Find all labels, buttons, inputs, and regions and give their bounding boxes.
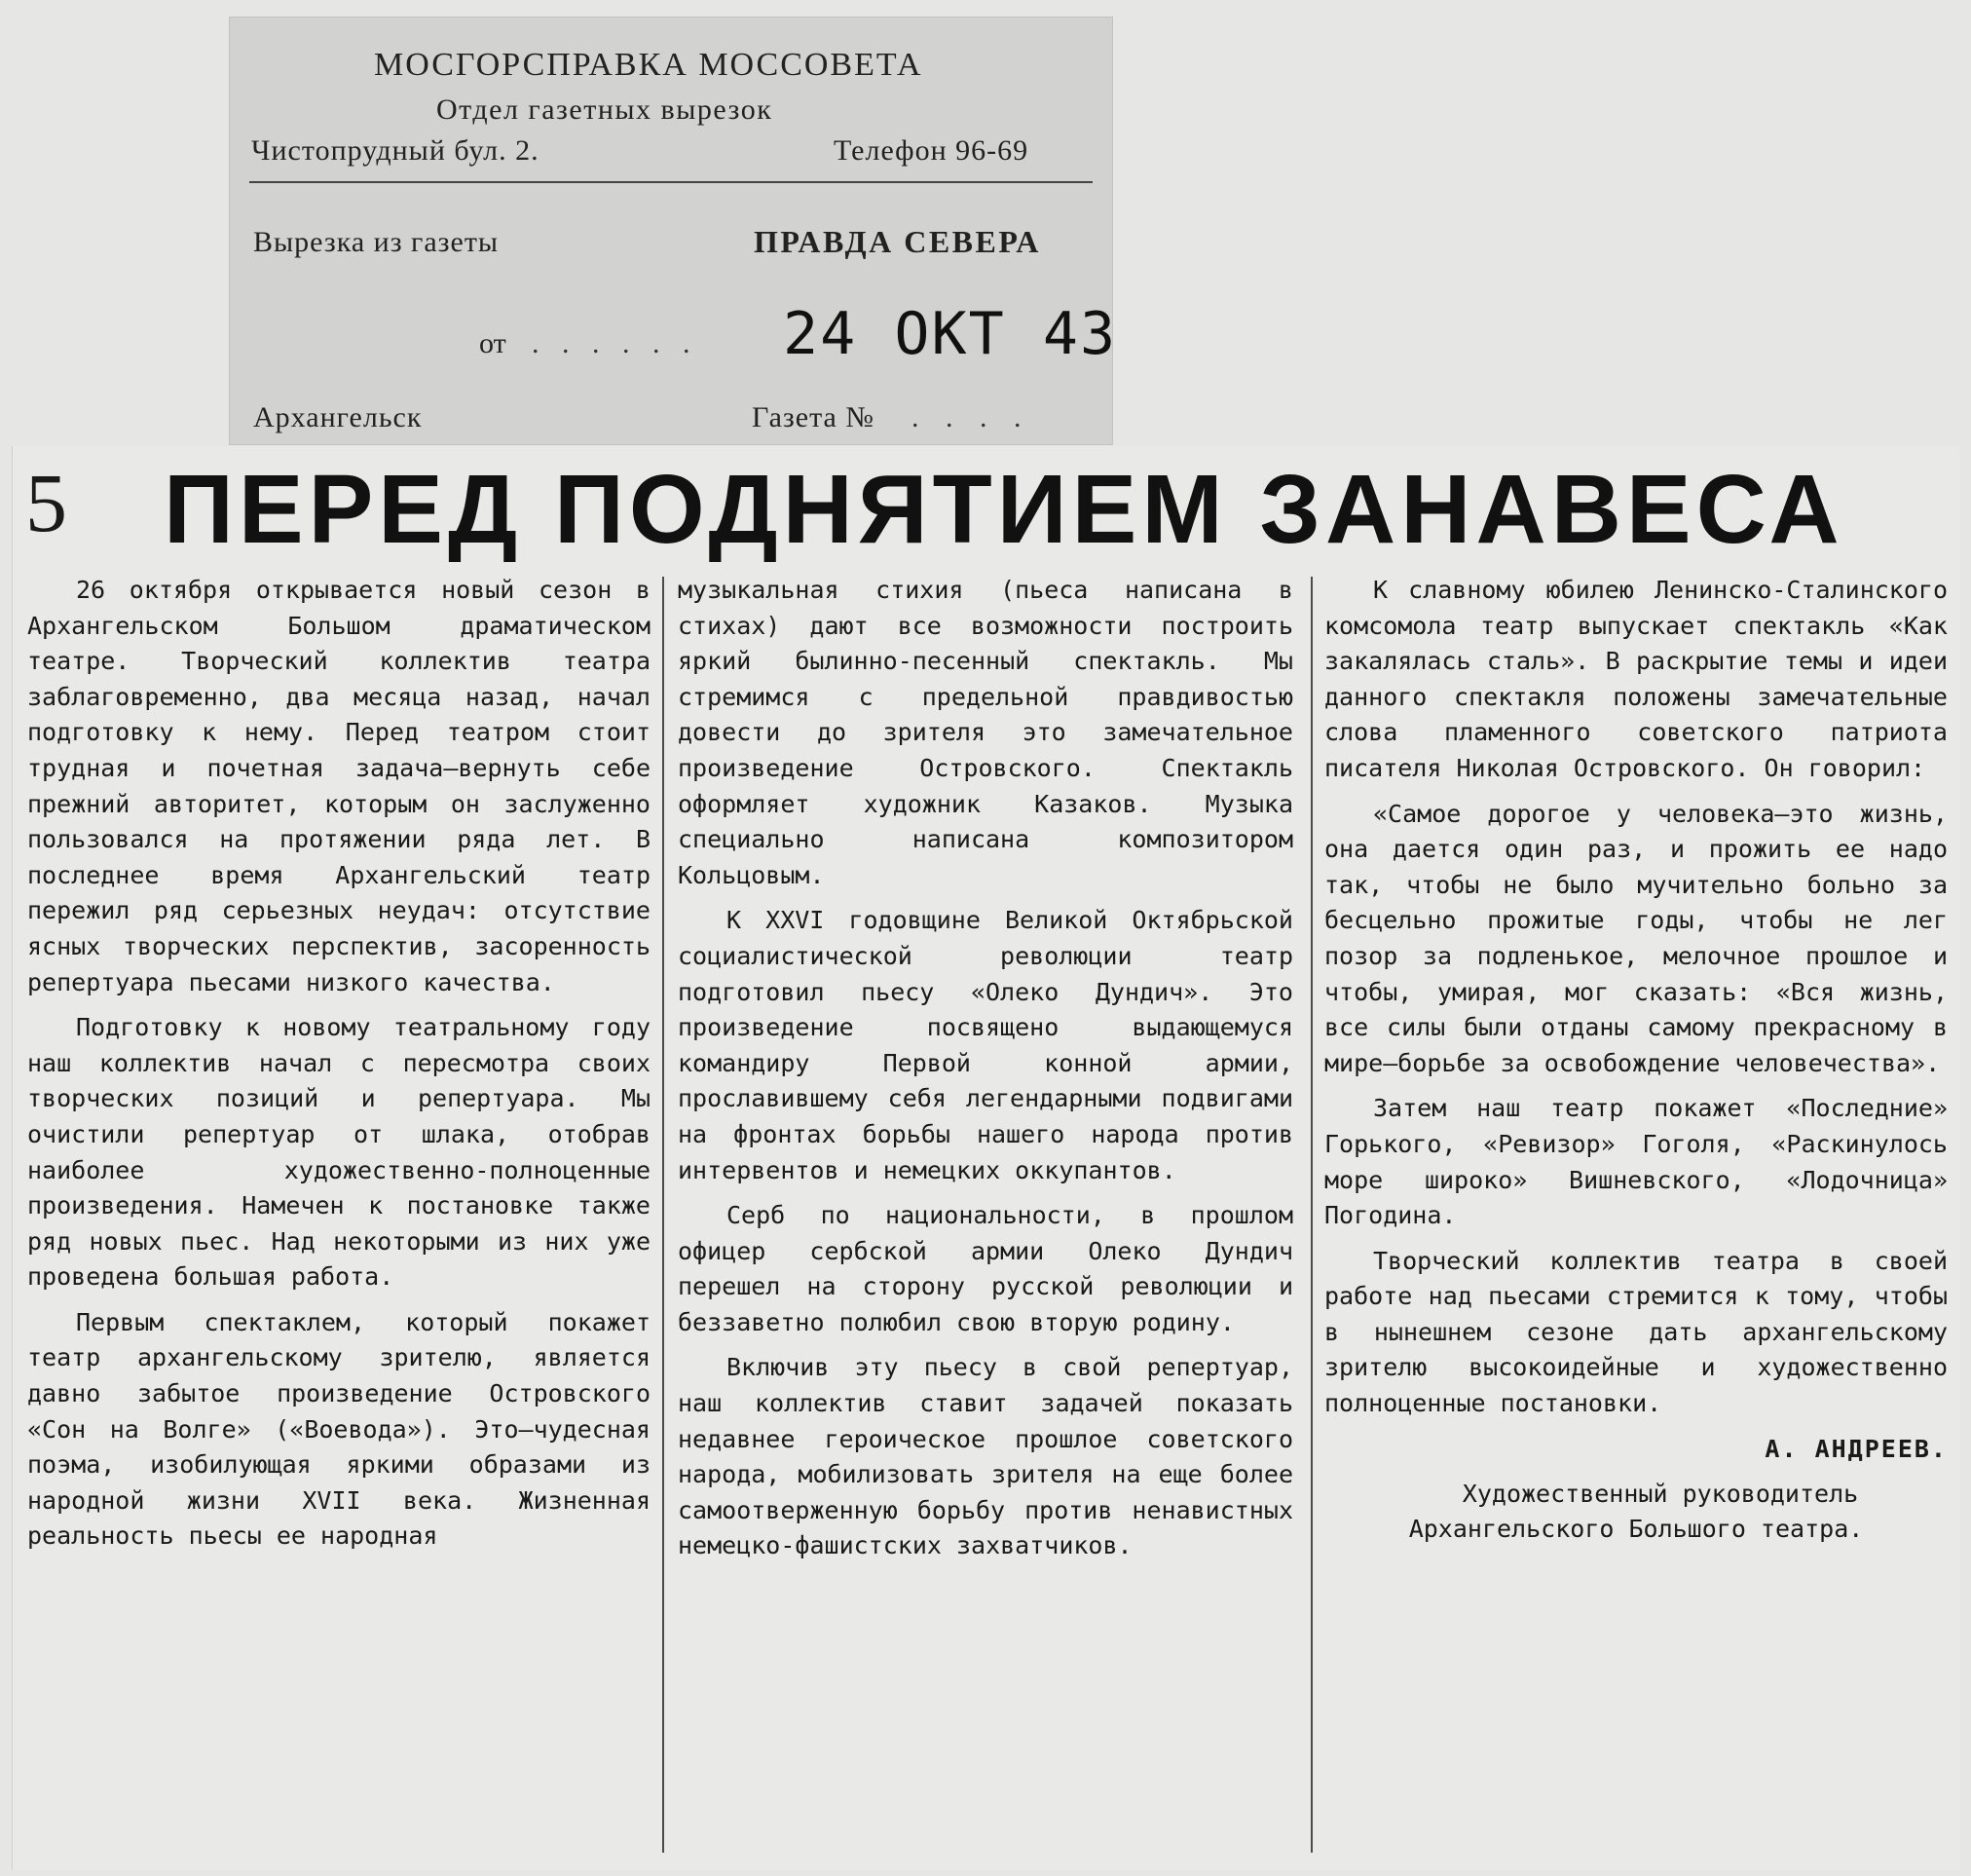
- article-paragraph: Первым спектаклем, который покажет театр архангельскому зрителю, является давно забытое произведение Островского «Сон на Волге» («Воевода»). Это—чудесная поэма, изобилующая яркими образами из народной жизни XVII века. Жизненная реальность пьесы ее народная: [27, 1307, 651, 1551]
- author-signature: А. АНДРЕЕВ.: [1765, 1434, 1948, 1463]
- stamp-department: Отдел газетных вырезок: [436, 94, 773, 126]
- article-paragraph: Творческий коллектив театра в своей работе над пьесами стремится к тому, чтобы в нынешнем сезоне дать архангельскому зрителю высокоидейные и художественно полноценные постановки.: [1324, 1246, 1948, 1418]
- page-number: 5: [25, 456, 67, 549]
- stamp-issue-dots: . . . .: [911, 401, 1031, 433]
- article-headline: ПЕРЕД ПОДНЯТИЕМ ЗАНАВЕСА: [164, 455, 1844, 564]
- stamp-date-dots: . . . . . .: [532, 327, 698, 359]
- article-paragraph: Затем наш театр покажет «Последние» Горького, «Ревизор» Гоголя, «Раскинулось море широко» Вишневского, «Лодочница» Погодина.: [1324, 1094, 1948, 1230]
- article-column-1: [27, 573, 651, 1858]
- article-paragraph: К славному юбилею Ленинско-Сталинского комсомола театр выпускает спектакль «Как закалялась сталь». В раскрытие темы и идеи данного спектакля положены замечательные слова пламенного советского патриота писателя Николая Островского. Он говорил:: [1324, 576, 1948, 782]
- article-paragraph: музыкальная стихия (пьеса написана в стихах) дают все возможности построить яркий былинно-песенный спектакль. Мы стремимся с предельной правдивостью довести до зрителя это замечательное произведение Островского. Спектакль оформляет художник Казаков. Музыка специально написана композитором Кольцовым.: [678, 576, 1293, 889]
- stamp-newspaper-name: ПРАВДА СЕВЕРА: [754, 224, 1041, 259]
- stamp-divider: [249, 181, 1093, 183]
- stamp-address: Чистопрудный бул. 2.: [251, 134, 539, 167]
- stamp-date-prefix: от: [479, 327, 506, 359]
- column-divider: [1311, 577, 1313, 1853]
- stamp-phone: Телефон 96-69: [834, 134, 1029, 167]
- article-paragraph: 26 октября открывается новый сезон в Архангельском Большом драматическом театре. Творческий коллектив театра заблаговременно, два месяца назад, начал подготовку к нему. Перед театром стоит трудная и почетная задача—вернуть себе прежний авторитет, которым он заслуженно пользовался на протяжении ряда лет. В последнее время Архангельский театр пережил ряд серьезных неудач: отсутствие ясных творческих перспектив, засоренность репертуара пьесами низкого качества.: [27, 576, 651, 996]
- column-divider: [662, 577, 664, 1853]
- article-paragraph: Подготовку к новому театральному году наш коллектив начал с пересмотра своих творческих позиций и репертуара. Мы очистили репертуар от шлака, отобрав наиболее художественно-полноценные произведения. Намечен к постановке также ряд новых пьес. Над некоторыми из них уже проведена большая работа.: [27, 1013, 651, 1292]
- article-paragraph: К XXVI годовщине Великой Октябрьской социалистической революции театр подготовил пьесу «Олеко Дундич». Это произведение посвящено выдающемуся командиру Первой конной армии, прославившему себя легендарными подвигами на фронтах борьбы нашего народа против интервентов и немецких оккупантов.: [678, 906, 1293, 1184]
- article-column-3: [1324, 573, 1948, 1858]
- stamp-clipping-label: Вырезка из газеты: [253, 226, 500, 258]
- author-title: Художественный руководитель Архангельского Большого театра.: [1408, 1480, 1864, 1544]
- article-paragraph: «Самое дорогое у человека—это жизнь, она дается один раз, и прожить ее надо так, чтобы не было мучительно больно за бесцельно прожитые годы, чтобы не лег позор за подленькое, мелочное прошлое и чтобы, умирая, мог сказать: «Вся жизнь, все силы были отданы самому прекрасному в мире—борьбе за освобождение человечества».: [1324, 799, 1948, 1077]
- article-paragraph: Включив эту пьесу в свой репертуар, наш коллектив ставит задачей показать недавнее героическое прошлое советского народа, мобилизовать зрителя на еще более самоотверженную борьбу против ненавистных немецко-фашистских захватчиков.: [678, 1353, 1293, 1560]
- article-column-2: [678, 573, 1293, 1858]
- stamp-date: 24 ОКТ 43: [783, 300, 1118, 368]
- clipping-service-stamp: [230, 18, 1118, 444]
- stamp-organization: МОСГОРСПРАВКА МОССОВЕТА: [374, 47, 923, 83]
- stamp-city: Архангельск: [253, 401, 423, 433]
- article-paragraph: Серб по национальности, в прошлом офицер сербской армии Олеко Дундич перешел на сторону русской революции и беззаветно полюбил свою вторую родину.: [678, 1201, 1293, 1336]
- stamp-issue-label: Газета №: [752, 401, 874, 433]
